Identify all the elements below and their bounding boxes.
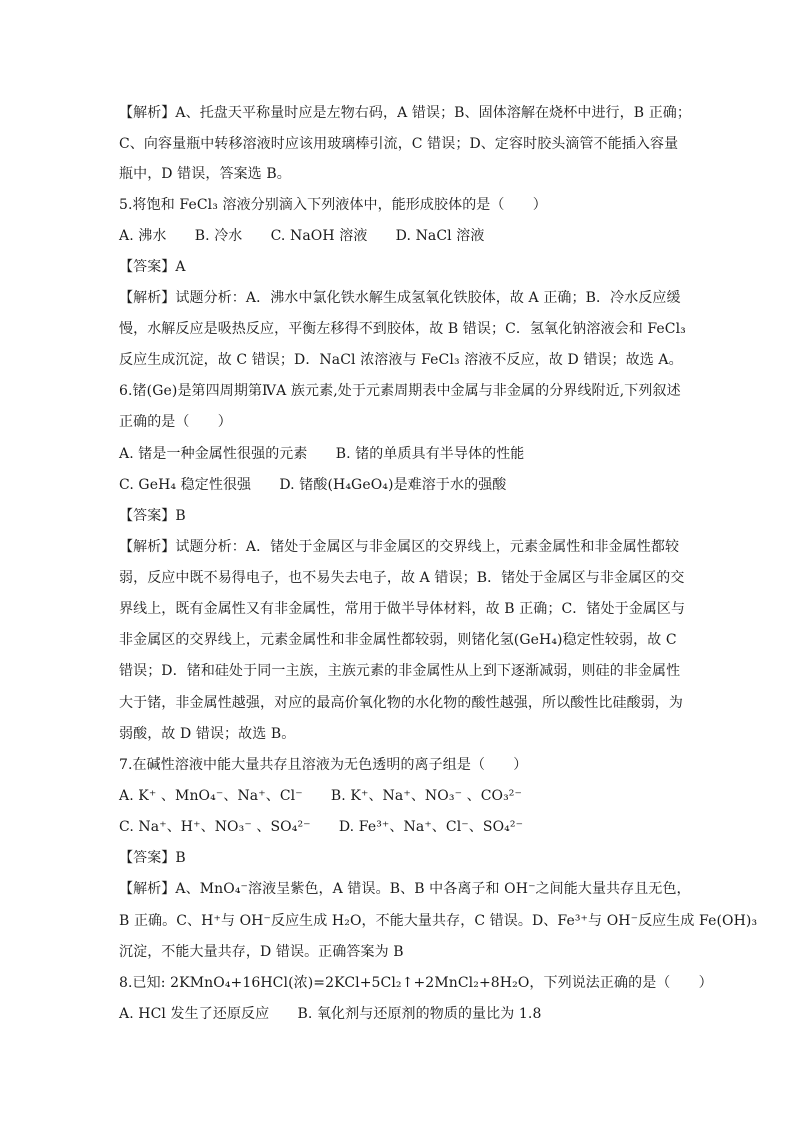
text-line: 【解析】A、MnO₄⁻溶液呈紫色，A 错误。B、B 中各离子和 OH⁻之间能大量共存且无色， [119, 881, 691, 897]
options-line: A. 锗是一种金属性很强的元素 B. 锗的单质具有半导体的性能 [119, 446, 525, 462]
text-line: 正确的是（ ） [119, 414, 232, 430]
text-line: 非金属区的交界线上，元素金属性和非金属性都较弱，则锗化氢(GeH₄)稳定性较弱，故 C [119, 632, 677, 648]
text-line: 慢，水解反应是吸热反应，平衡左移得不到胶体，故 B 错误；C．氢氧化钠溶液会和 FeCl₃ [119, 321, 686, 337]
options-line: C. Na⁺、H⁺、NO₃⁻ 、SO₄²⁻ D. Fe³⁺、Na⁺、Cl⁻、SO₄²⁻ [119, 819, 524, 835]
text-line: B 正确。C、H⁺与 OH⁻反应生成 H₂O，不能大量共存，C 错误。D、Fe³⁺与 OH⁻反应生成 Fe(OH)₃ [119, 913, 758, 929]
options-line: C. GeH₄ 稳定性很强 D. 锗酸(H₄GeO₄)是难溶于水的强酸 [119, 477, 507, 493]
answer-line: 【答案】A [119, 259, 186, 275]
text-line: 【解析】A、托盘天平称量时应是左物右码，A 错误；B、固体溶解在烧杯中进行，B 正确； [119, 105, 691, 121]
options-line: A. K⁺ 、MnO₄⁻、Na⁺、Cl⁻ B. K⁺、Na⁺、NO₃⁻ 、CO₃²⁻ [119, 788, 523, 804]
text-line: 大于锗，非金属性越强，对应的最高价氧化物的水化物的酸性越强，所以酸性比硅酸弱，为 [119, 695, 683, 711]
text-line: 界线上，既有金属性又有非金属性，常用于做半导体材料，故 B 正确；C．锗处于金属区与 [119, 601, 686, 617]
text-line: 瓶中，D 错误，答案选 B。 [119, 166, 291, 182]
answer-line: 【答案】B [119, 508, 186, 524]
options-line: A. 沸水 B. 冷水 C. NaOH 溶液 D. NaCl 溶液 [119, 228, 485, 244]
text-line: 弱，反应中既不易得电子，也不易失去电子，故 A 错误；B．锗处于金属区与非金属区的交 [119, 570, 685, 586]
question-5: 5.将饱和 FeCl₃ 溶液分别滴入下列液体中，能形成胶体的是（ ） [119, 197, 547, 213]
question-7: 7.在碱性溶液中能大量共存且溶液为无色透明的离子组是（ ） [119, 757, 528, 773]
text-line: 错误；D．锗和硅处于同一主族，主族元素的非金属性从上到下逐渐减弱，则硅的非金属性 [119, 663, 681, 679]
text-line: 反应生成沉淀，故 C 错误；D．NaCl 浓溶液与 FeCl₃ 溶液不反应，故 D 错误；故选 A。 [119, 352, 683, 368]
text-line: 弱酸，故 D 错误；故选 B。 [119, 726, 296, 742]
text-line: C、向容量瓶中转移溶液时应该用玻璃棒引流，C 错误；D、定容时胶头滴管不能插入容量 [119, 136, 679, 152]
options-line: A. HCl 发生了还原反应 B. 氧化剂与还原剂的物质的量比为 1.8 [119, 1006, 542, 1022]
answer-line: 【答案】B [119, 850, 186, 866]
text-line: 【解析】试题分析：A．锗处于金属区与非金属区的交界线上，元素金属性和非金属性都较 [119, 539, 680, 555]
text-line: 【解析】试题分析：A．沸水中氯化铁水解生成氢氧化铁胶体，故 A 正确；B．冷水反应缓 [119, 290, 681, 306]
question-6: 6.锗(Ge)是第四周期第ⅣA 族元素,处于元素周期表中金属与非金属的分界线附近,下列叙述 [119, 383, 681, 399]
text-line: 沉淀，不能大量共存，D 错误。正确答案为 B [119, 944, 404, 960]
question-8: 8.已知: 2KMnO₄+16HCl(浓)=2KCl+5Cl₂↑+2MnCl₂+8H₂O，下列说法正确的是（ ） [119, 975, 713, 991]
